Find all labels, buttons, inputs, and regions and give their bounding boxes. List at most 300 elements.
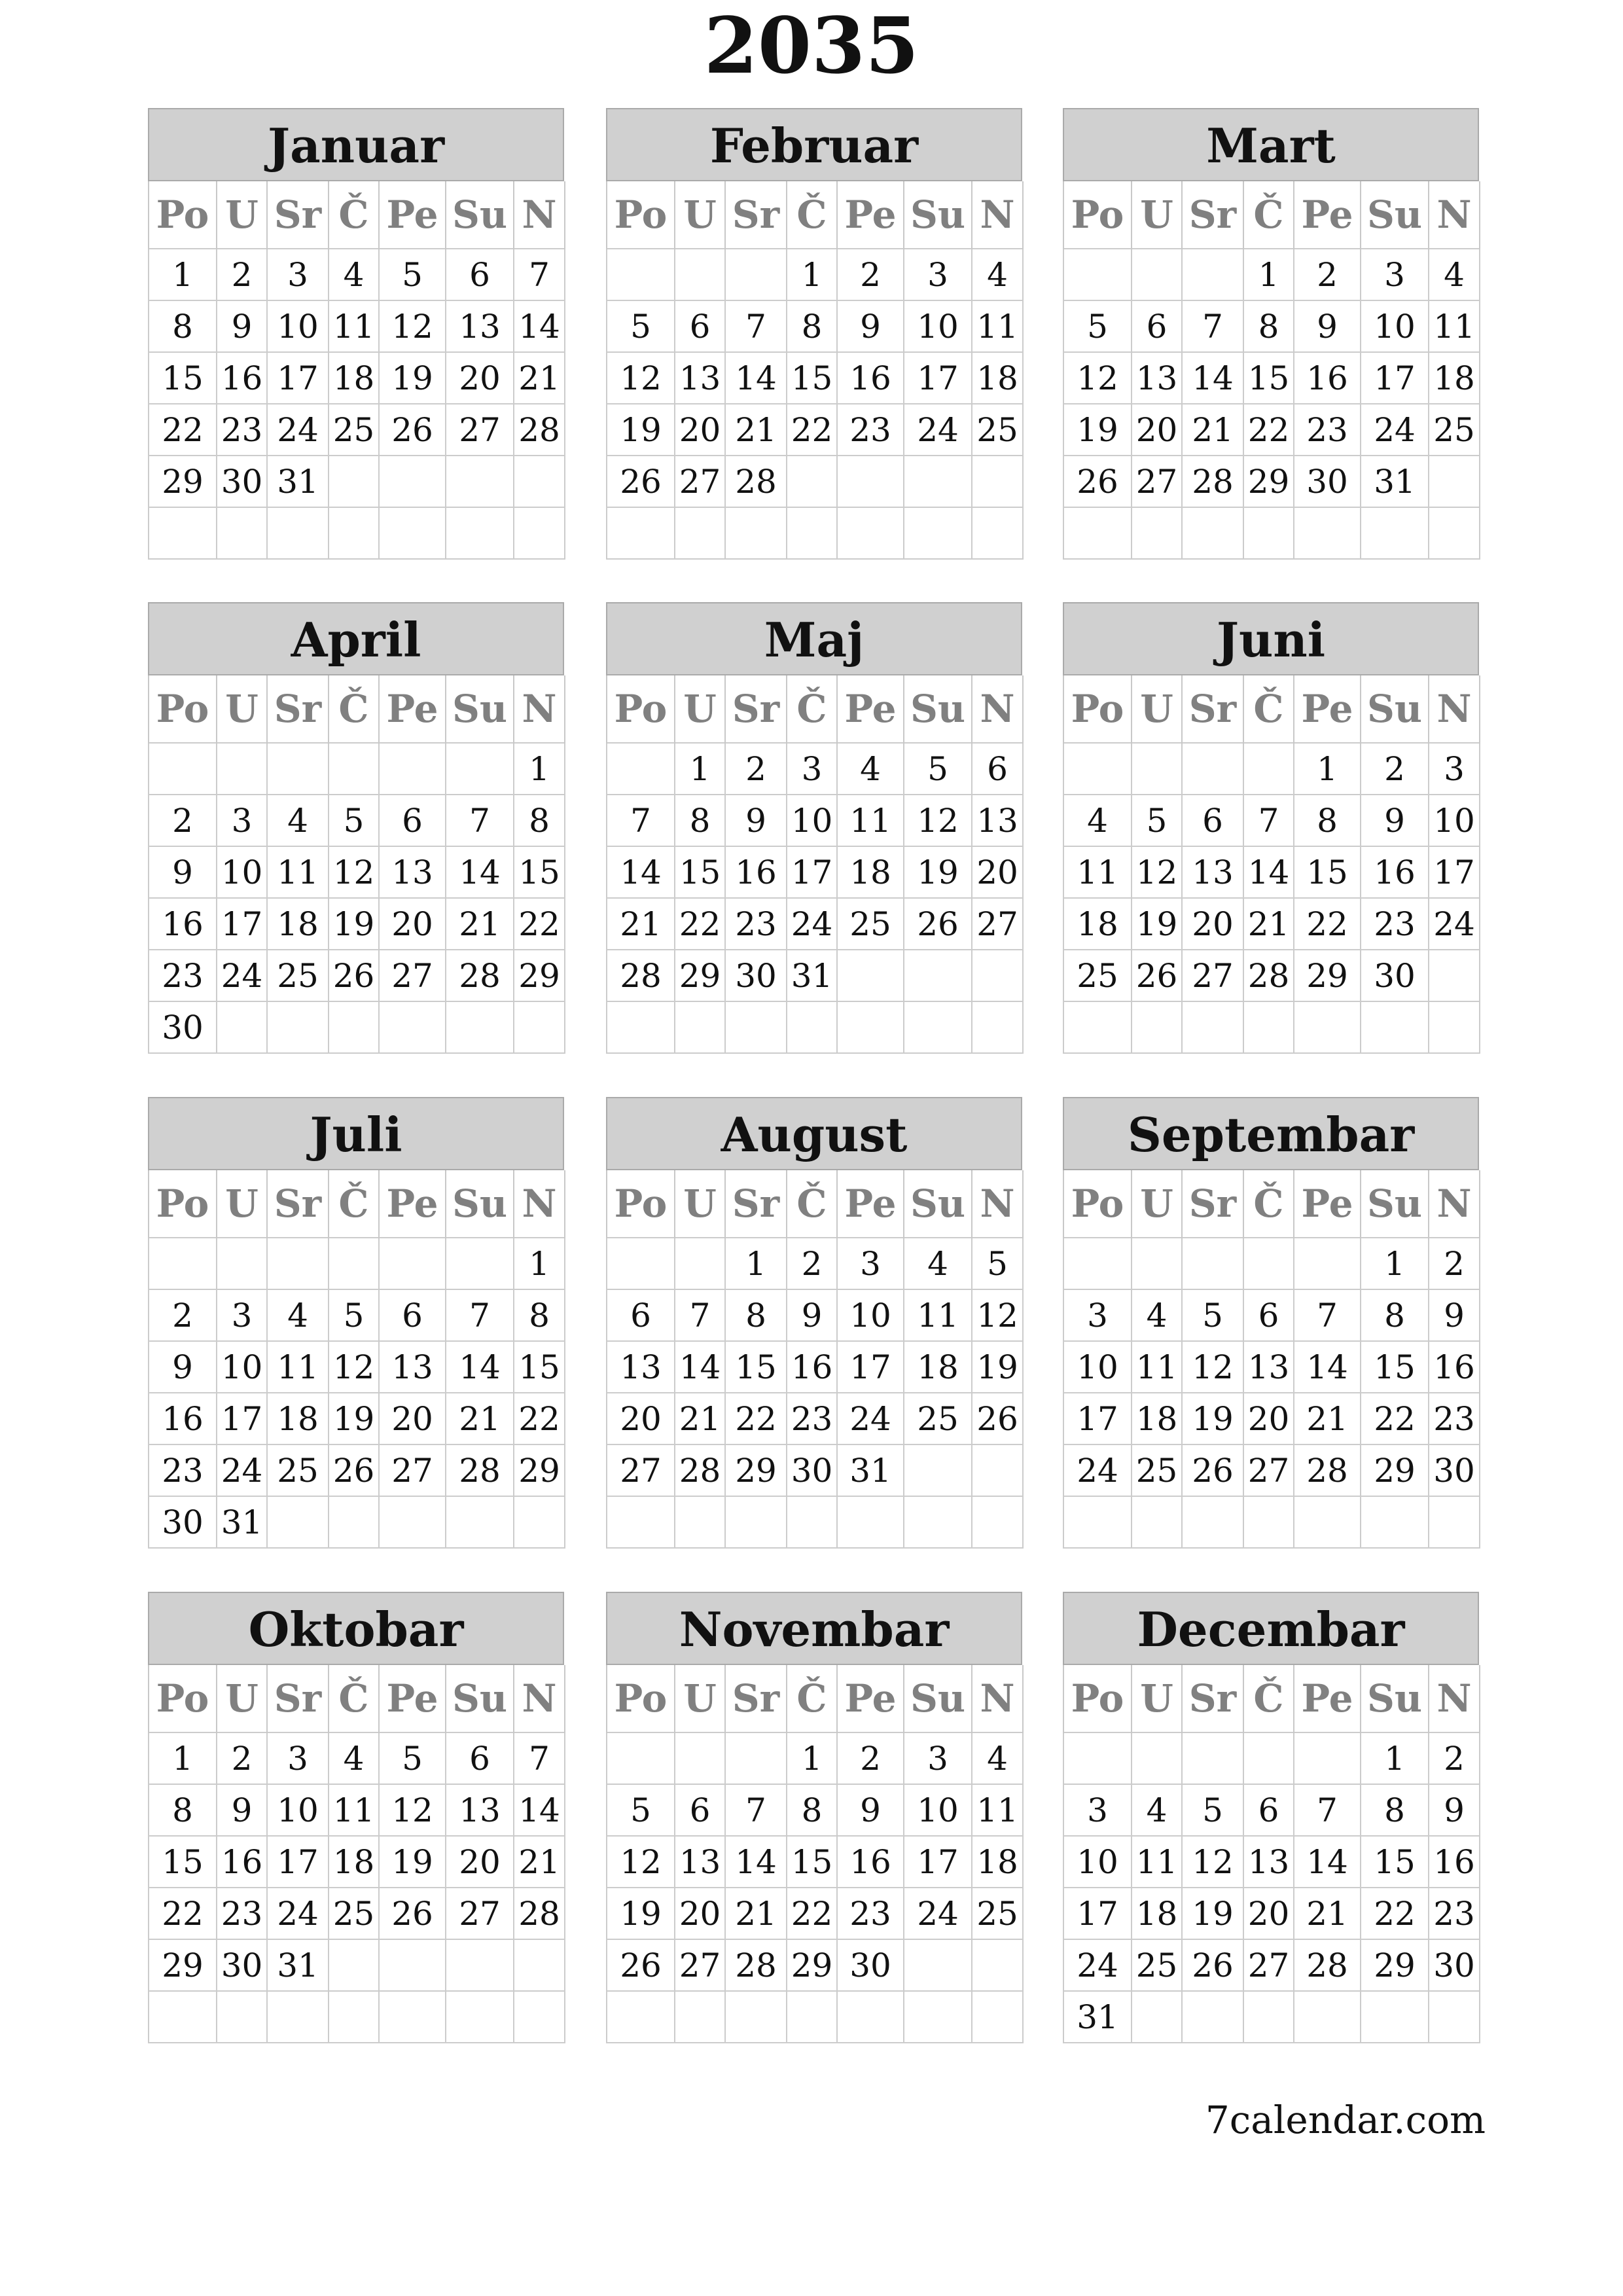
day-cell: 27	[1182, 950, 1243, 1001]
day-cell: 9	[1429, 1289, 1480, 1341]
day-cell: 11	[329, 300, 379, 352]
week-row	[149, 743, 565, 795]
day-cell: 30	[1429, 1444, 1480, 1496]
day-cell: 28	[446, 950, 514, 1001]
month-days-table	[1063, 181, 1480, 560]
day-cell	[1243, 1991, 1294, 2043]
day-cell: 16	[1429, 1836, 1480, 1888]
day-cell	[837, 1991, 904, 2043]
day-cell: 25	[267, 1444, 329, 1496]
weekday-label: Sr	[267, 1170, 329, 1238]
weekday-label: Su	[446, 181, 514, 249]
day-cell: 13	[972, 795, 1023, 846]
day-cell: 30	[1294, 456, 1361, 507]
month-name: Septembar	[1063, 1097, 1479, 1170]
day-cell: 25	[1429, 404, 1480, 456]
day-cell: 6	[1243, 1784, 1294, 1836]
day-cell: 24	[1063, 1939, 1132, 1991]
day-cell: 8	[787, 300, 837, 352]
day-cell: 30	[149, 1001, 217, 1053]
day-cell	[904, 950, 972, 1001]
day-cell: 30	[725, 950, 787, 1001]
day-cell	[514, 456, 565, 507]
day-cell: 8	[514, 795, 565, 846]
day-cell	[607, 1991, 675, 2043]
day-cell: 17	[267, 1836, 329, 1888]
day-cell	[1132, 249, 1182, 300]
week-row	[1063, 249, 1480, 300]
week-row	[607, 249, 1023, 300]
month-days-table	[1063, 675, 1480, 1054]
week-row	[1063, 300, 1480, 352]
day-cell: 3	[217, 1289, 267, 1341]
day-cell: 4	[329, 1732, 379, 1784]
day-cell: 18	[1132, 1393, 1182, 1444]
day-cell: 2	[1429, 1732, 1480, 1784]
day-cell: 5	[329, 795, 379, 846]
day-cell: 23	[1429, 1393, 1480, 1444]
day-cell	[1182, 1001, 1243, 1053]
day-cell: 31	[837, 1444, 904, 1496]
day-cell: 11	[267, 846, 329, 898]
weekday-label: N	[514, 675, 565, 743]
day-cell: 2	[1294, 249, 1361, 300]
day-cell: 4	[972, 249, 1023, 300]
day-cell: 19	[1063, 404, 1132, 456]
weekday-label: Pe	[1294, 675, 1361, 743]
day-cell	[904, 1991, 972, 2043]
day-cell: 4	[1063, 795, 1132, 846]
day-cell	[446, 1991, 514, 2043]
day-cell: 26	[1182, 1939, 1243, 1991]
day-cell	[904, 507, 972, 559]
weekday-label: U	[217, 1170, 267, 1238]
day-cell: 2	[837, 249, 904, 300]
day-cell	[1063, 1238, 1132, 1289]
day-cell	[787, 1991, 837, 2043]
day-cell: 28	[675, 1444, 725, 1496]
week-row	[607, 846, 1023, 898]
weekday-label: Su	[904, 1665, 972, 1732]
day-cell: 29	[1243, 456, 1294, 507]
day-cell	[972, 1496, 1023, 1548]
day-cell	[1243, 1238, 1294, 1289]
weekday-label: Sr	[1182, 181, 1243, 249]
day-cell: 29	[149, 1939, 217, 1991]
day-cell: 5	[607, 1784, 675, 1836]
week-row	[149, 1393, 565, 1444]
day-cell: 29	[675, 950, 725, 1001]
day-cell: 13	[607, 1341, 675, 1393]
week-row	[149, 1001, 565, 1053]
day-cell	[675, 507, 725, 559]
day-cell: 15	[675, 846, 725, 898]
week-row	[149, 1341, 565, 1393]
day-cell: 10	[904, 1784, 972, 1836]
day-cell	[149, 507, 217, 559]
month-name: April	[148, 602, 564, 675]
day-cell: 30	[1361, 950, 1429, 1001]
weekday-label: Su	[904, 675, 972, 743]
day-cell: 6	[1243, 1289, 1294, 1341]
month-days-table	[1063, 1665, 1480, 2043]
day-cell	[379, 1991, 446, 2043]
day-cell: 9	[725, 795, 787, 846]
day-cell: 20	[607, 1393, 675, 1444]
week-row	[1063, 456, 1480, 507]
day-cell: 28	[1243, 950, 1294, 1001]
day-cell	[837, 507, 904, 559]
week-row	[149, 1991, 565, 2043]
day-cell: 4	[1132, 1784, 1182, 1836]
weekday-label: Pe	[1294, 181, 1361, 249]
day-cell: 14	[514, 300, 565, 352]
day-cell: 20	[1132, 404, 1182, 456]
day-cell: 14	[725, 352, 787, 404]
month-name: Juli	[148, 1097, 564, 1170]
day-cell: 19	[904, 846, 972, 898]
weekday-label: Sr	[1182, 675, 1243, 743]
day-cell: 6	[675, 1784, 725, 1836]
weekday-label: N	[514, 181, 565, 249]
day-cell: 17	[1063, 1888, 1132, 1939]
day-cell: 6	[675, 300, 725, 352]
day-cell	[1294, 507, 1361, 559]
weekday-label: Pe	[379, 181, 446, 249]
week-row	[149, 1784, 565, 1836]
week-row	[607, 1939, 1023, 1991]
day-cell	[675, 1991, 725, 2043]
month-juni	[1063, 602, 1479, 1054]
weekday-label: Sr	[267, 1665, 329, 1732]
day-cell: 14	[725, 1836, 787, 1888]
day-cell	[1132, 1001, 1182, 1053]
weekday-label: Su	[1361, 181, 1429, 249]
day-cell: 5	[379, 249, 446, 300]
day-cell: 16	[149, 898, 217, 950]
day-cell: 16	[217, 1836, 267, 1888]
month-maj	[606, 602, 1022, 1054]
day-cell: 7	[725, 300, 787, 352]
weekday-label: Č	[329, 181, 379, 249]
day-cell	[217, 1001, 267, 1053]
day-cell: 20	[446, 1836, 514, 1888]
day-cell: 2	[1361, 743, 1429, 795]
day-cell: 22	[1243, 404, 1294, 456]
day-cell: 8	[1294, 795, 1361, 846]
day-cell: 7	[1294, 1784, 1361, 1836]
week-row	[1063, 1784, 1480, 1836]
day-cell: 25	[329, 404, 379, 456]
day-cell: 25	[972, 1888, 1023, 1939]
day-cell: 25	[904, 1393, 972, 1444]
month-days-table	[148, 675, 565, 1054]
day-cell: 29	[1294, 950, 1361, 1001]
day-cell: 27	[1132, 456, 1182, 507]
day-cell: 21	[1294, 1888, 1361, 1939]
site-credit: 7calendar.com	[1205, 2098, 1486, 2142]
day-cell: 10	[837, 1289, 904, 1341]
month-oktobar	[148, 1592, 564, 2043]
week-row	[607, 1444, 1023, 1496]
day-cell: 2	[217, 249, 267, 300]
day-cell: 16	[217, 352, 267, 404]
day-cell	[329, 1496, 379, 1548]
day-cell: 23	[149, 950, 217, 1001]
day-cell: 12	[607, 1836, 675, 1888]
day-cell	[267, 507, 329, 559]
day-cell: 8	[725, 1289, 787, 1341]
day-cell: 27	[1243, 1444, 1294, 1496]
week-row	[607, 795, 1023, 846]
day-cell	[607, 507, 675, 559]
day-cell: 13	[1182, 846, 1243, 898]
day-cell	[446, 456, 514, 507]
day-cell: 24	[217, 1444, 267, 1496]
weekday-label: Č	[329, 675, 379, 743]
day-cell: 9	[1361, 795, 1429, 846]
day-cell	[607, 1732, 675, 1784]
day-cell: 18	[972, 1836, 1023, 1888]
day-cell: 30	[787, 1444, 837, 1496]
day-cell: 16	[1361, 846, 1429, 898]
day-cell	[149, 743, 217, 795]
day-cell: 15	[514, 1341, 565, 1393]
day-cell	[972, 950, 1023, 1001]
weekday-label: Č	[1243, 675, 1294, 743]
day-cell: 12	[1182, 1341, 1243, 1393]
day-cell	[379, 743, 446, 795]
day-cell	[904, 1939, 972, 1991]
day-cell: 7	[1294, 1289, 1361, 1341]
weekday-label: Su	[1361, 675, 1429, 743]
week-row	[149, 1732, 565, 1784]
weekday-label: Pe	[837, 181, 904, 249]
day-cell: 11	[972, 300, 1023, 352]
day-cell: 21	[514, 1836, 565, 1888]
month-april	[148, 602, 564, 1054]
day-cell: 18	[1132, 1888, 1182, 1939]
day-cell: 16	[787, 1341, 837, 1393]
day-cell: 20	[1243, 1393, 1294, 1444]
day-cell	[267, 1238, 329, 1289]
day-cell: 1	[787, 1732, 837, 1784]
day-cell: 7	[446, 1289, 514, 1341]
day-cell	[514, 507, 565, 559]
day-cell: 3	[267, 1732, 329, 1784]
day-cell: 20	[379, 1393, 446, 1444]
day-cell	[787, 456, 837, 507]
day-cell: 8	[1243, 300, 1294, 352]
weekday-label: Sr	[1182, 1170, 1243, 1238]
day-cell	[1063, 1732, 1132, 1784]
day-cell: 19	[329, 898, 379, 950]
day-cell: 11	[972, 1784, 1023, 1836]
weekday-label: U	[1132, 1665, 1182, 1732]
week-row	[1063, 898, 1480, 950]
day-cell: 28	[1294, 1939, 1361, 1991]
day-cell: 17	[217, 1393, 267, 1444]
weekday-label: Sr	[725, 1665, 787, 1732]
day-cell: 24	[1429, 898, 1480, 950]
day-cell: 24	[267, 404, 329, 456]
day-cell: 21	[1243, 898, 1294, 950]
day-cell: 16	[1429, 1341, 1480, 1393]
day-cell: 1	[514, 1238, 565, 1289]
weekday-label: Č	[329, 1665, 379, 1732]
weekday-label: N	[1429, 1170, 1480, 1238]
day-cell: 22	[149, 404, 217, 456]
week-row	[607, 404, 1023, 456]
weekday-label: U	[1132, 675, 1182, 743]
month-days-table	[148, 181, 565, 560]
week-row	[607, 352, 1023, 404]
day-cell: 22	[149, 1888, 217, 1939]
day-cell: 18	[1063, 898, 1132, 950]
day-cell	[1243, 1001, 1294, 1053]
week-row	[607, 950, 1023, 1001]
day-cell	[1132, 507, 1182, 559]
day-cell: 13	[446, 300, 514, 352]
day-cell	[217, 507, 267, 559]
day-cell: 24	[837, 1393, 904, 1444]
day-cell	[1429, 1496, 1480, 1548]
day-cell	[1294, 1732, 1361, 1784]
day-cell: 10	[1361, 300, 1429, 352]
weekday-label: Po	[1063, 675, 1132, 743]
day-cell: 27	[379, 950, 446, 1001]
day-cell: 19	[972, 1341, 1023, 1393]
day-cell: 25	[329, 1888, 379, 1939]
week-row	[1063, 1393, 1480, 1444]
day-cell: 23	[787, 1393, 837, 1444]
day-cell	[787, 507, 837, 559]
day-cell: 24	[1063, 1444, 1132, 1496]
day-cell	[972, 1991, 1023, 2043]
day-cell: 2	[149, 795, 217, 846]
day-cell: 9	[1429, 1784, 1480, 1836]
weekday-label: Č	[1243, 1665, 1294, 1732]
week-row	[149, 352, 565, 404]
month-days-table	[606, 1665, 1024, 2043]
week-row	[1063, 1238, 1480, 1289]
day-cell	[607, 1001, 675, 1053]
day-cell: 10	[1429, 795, 1480, 846]
month-days-table	[148, 1170, 565, 1549]
day-cell: 29	[1361, 1939, 1429, 1991]
weekday-label: Po	[607, 181, 675, 249]
weekday-label: U	[217, 675, 267, 743]
day-cell	[149, 1991, 217, 2043]
day-cell	[1243, 1732, 1294, 1784]
day-cell	[787, 1001, 837, 1053]
day-cell	[446, 1939, 514, 1991]
day-cell: 19	[1132, 898, 1182, 950]
weekday-label: N	[1429, 1665, 1480, 1732]
week-row	[607, 456, 1023, 507]
weekday-label: Sr	[725, 181, 787, 249]
day-cell	[1429, 507, 1480, 559]
day-cell	[1063, 1001, 1132, 1053]
day-cell: 27	[379, 1444, 446, 1496]
week-row	[1063, 950, 1480, 1001]
day-cell: 4	[1132, 1289, 1182, 1341]
day-cell: 1	[149, 1732, 217, 1784]
day-cell	[1182, 743, 1243, 795]
day-cell	[329, 507, 379, 559]
day-cell: 9	[149, 846, 217, 898]
week-row	[149, 507, 565, 559]
day-cell	[675, 1001, 725, 1053]
weekday-label: Č	[787, 1170, 837, 1238]
day-cell: 19	[1182, 1888, 1243, 1939]
week-row	[607, 1784, 1023, 1836]
day-cell: 10	[1063, 1341, 1132, 1393]
weekday-label: Pe	[379, 1170, 446, 1238]
day-cell: 26	[1063, 456, 1132, 507]
day-cell: 25	[1063, 950, 1132, 1001]
weekday-label: Po	[607, 1665, 675, 1732]
day-cell: 29	[514, 950, 565, 1001]
day-cell: 22	[1361, 1393, 1429, 1444]
day-cell: 4	[329, 249, 379, 300]
day-cell: 28	[446, 1444, 514, 1496]
day-cell: 3	[904, 249, 972, 300]
day-cell	[446, 1496, 514, 1548]
day-cell: 31	[1063, 1991, 1132, 2043]
day-cell: 12	[379, 1784, 446, 1836]
weekday-header-row	[1063, 675, 1480, 743]
week-row	[1063, 846, 1480, 898]
day-cell	[379, 1238, 446, 1289]
day-cell	[217, 1238, 267, 1289]
day-cell: 5	[1182, 1289, 1243, 1341]
day-cell	[1429, 456, 1480, 507]
day-cell: 26	[607, 456, 675, 507]
month-septembar	[1063, 1097, 1479, 1549]
day-cell: 18	[1429, 352, 1480, 404]
day-cell	[379, 1939, 446, 1991]
day-cell	[607, 743, 675, 795]
weekday-label: N	[972, 181, 1023, 249]
day-cell: 25	[1132, 1444, 1182, 1496]
weekday-label: Č	[1243, 1170, 1294, 1238]
day-cell: 13	[379, 1341, 446, 1393]
day-cell	[972, 1939, 1023, 1991]
day-cell: 24	[267, 1888, 329, 1939]
weekday-label: Po	[149, 1170, 217, 1238]
day-cell	[379, 456, 446, 507]
day-cell: 3	[787, 743, 837, 795]
day-cell: 19	[607, 404, 675, 456]
weekday-label: N	[1429, 675, 1480, 743]
day-cell: 9	[787, 1289, 837, 1341]
day-cell: 15	[787, 1836, 837, 1888]
day-cell: 21	[446, 898, 514, 950]
day-cell	[267, 1991, 329, 2043]
weekday-label: Po	[1063, 181, 1132, 249]
day-cell: 12	[607, 352, 675, 404]
week-row	[607, 1496, 1023, 1548]
day-cell: 14	[607, 846, 675, 898]
day-cell: 15	[149, 1836, 217, 1888]
day-cell: 17	[787, 846, 837, 898]
week-row	[1063, 1991, 1480, 2043]
day-cell: 18	[904, 1341, 972, 1393]
day-cell: 13	[675, 1836, 725, 1888]
week-row	[149, 1496, 565, 1548]
month-name: Juni	[1063, 602, 1479, 675]
